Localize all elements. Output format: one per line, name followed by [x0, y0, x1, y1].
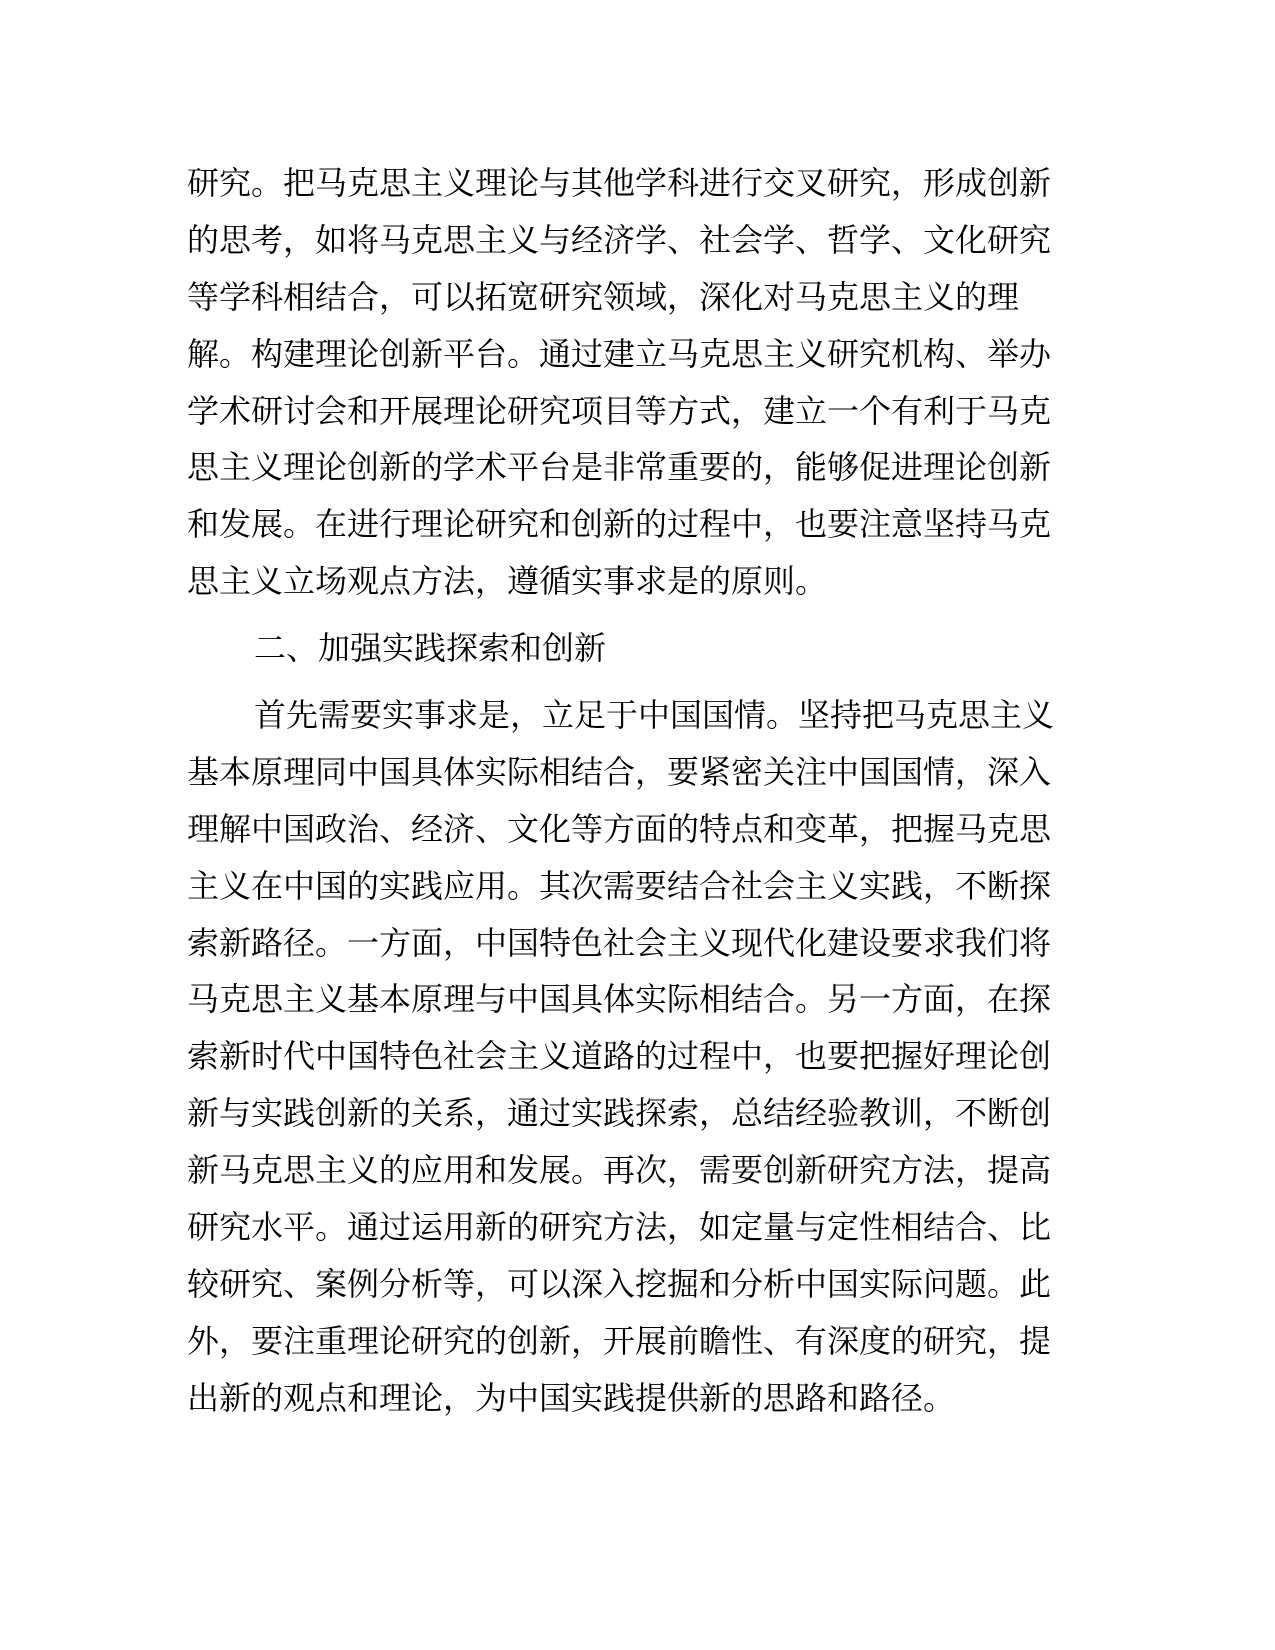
text-line: 首先需要实事求是，立足于中国国情。坚持把马克思主义 [254, 696, 1055, 735]
text-line: 研究水平。通过运用新的研究方法，如定量与定性相结合、比 [187, 1208, 1052, 1247]
text-line: 思主义立场观点方法，遵循实事求是的原则。 [187, 562, 828, 601]
text-line: 研究。把马克思主义理论与其他学科进行交叉研究，形成创新 [187, 164, 1052, 202]
text-line: 和发展。在进行理论研究和创新的过程中，也要注意坚持马克 [187, 505, 1052, 544]
section-heading: 二、加强实践探索和创新 [254, 629, 607, 668]
text-line: 马克思主义基本原理与中国具体实际相结合。另一方面，在探 [187, 980, 1052, 1019]
document-body [187, 155, 1089, 1427]
text-line: 外，要注重理论研究的创新，开展前瞻性、有深度的研究，提 [187, 1321, 1052, 1360]
text-line: 出新的观点和理论，为中国实践提供新的思路和路径。 [187, 1378, 956, 1417]
text-line: 新马克思主义的应用和发展。再次，需要创新研究方法，提高 [187, 1151, 1052, 1190]
text-line: 基本原理同中国具体实际相结合，要紧密关注中国国情，深入 [187, 752, 1052, 791]
text-line: 学术研讨会和开展理论研究项目等方式，建立一个有利于马克 [187, 391, 1052, 430]
text-line: 主义在中国的实践应用。其次需要结合社会主义实践，不断探 [187, 866, 1052, 905]
text-line: 索新路径。一方面，中国特色社会主义现代化建设要求我们将 [187, 923, 1052, 962]
text-line: 索新时代中国特色社会主义道路的过程中，也要把握好理论创 [187, 1037, 1052, 1076]
text-line: 思主义理论创新的学术平台是非常重要的，能够促进理论创新 [187, 448, 1052, 487]
text-line: 较研究、案例分析等，可以深入挖掘和分析中国实际问题。此 [187, 1264, 1052, 1303]
text-line: 解。构建理论创新平台。通过建立马克思主义研究机构、举办 [187, 334, 1052, 373]
spacer [187, 677, 1089, 687]
spacer [187, 610, 1089, 620]
paragraph-practice [187, 687, 1089, 1427]
text-line: 的思考，如将马克思主义与经济学、社会学、哲学、文化研究 [187, 220, 1052, 259]
text-line: 等学科相结合，可以拓宽研究领域，深化对马克思主义的理 [187, 277, 1020, 316]
paragraph-continued [187, 155, 1089, 610]
text-line: 理解中国政治、经济、文化等方面的特点和变革，把握马克思 [187, 809, 1052, 848]
text-line: 新与实践创新的关系，通过实践探索，总结经验教训，不断创 [187, 1094, 1052, 1133]
